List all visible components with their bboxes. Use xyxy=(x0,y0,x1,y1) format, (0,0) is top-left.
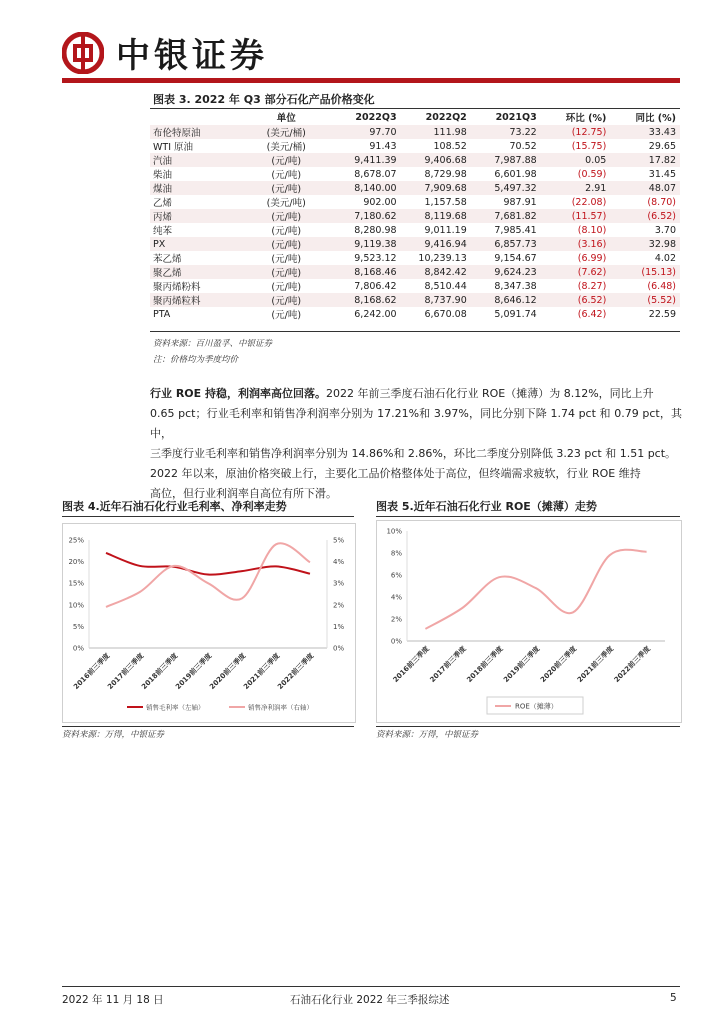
table-cell-q3: 7,806.42 xyxy=(354,280,397,292)
table-cell-q3: 8,678.07 xyxy=(354,168,397,180)
paragraph-line: 2022 年前三季度石油石化行业 ROE（摊薄）为 8.12%，同比上升 xyxy=(326,387,654,400)
x-tick-label: 2022前三季度 xyxy=(612,644,652,684)
table-cell-q3: 9,119.38 xyxy=(331,237,401,251)
table-cell-y21: 8,646.12 xyxy=(471,293,541,307)
table-cell-unit: (元/吨) xyxy=(271,226,302,237)
y-tick-label: 25% xyxy=(68,536,84,545)
table-cell-q3: 902.00 xyxy=(363,196,397,208)
y-tick-label: 4% xyxy=(390,593,402,602)
table-header-cell: 2021Q3 xyxy=(495,111,537,123)
table-cell-q2: 1,157.58 xyxy=(424,196,467,208)
table-cell-y21: 7,985.41 xyxy=(494,224,537,236)
table-cell-yoy: 29.65 xyxy=(648,140,676,152)
table-cell-unit: (元/吨) xyxy=(242,181,331,195)
table-row xyxy=(150,139,680,153)
table-cell-q2: 111.98 xyxy=(401,125,471,139)
y-tick-label: 15% xyxy=(68,579,84,588)
data-point xyxy=(309,573,311,575)
x-tick-label: 2022前三季度 xyxy=(276,651,316,691)
table-cell-q2: 8,510.44 xyxy=(424,280,467,292)
data-point xyxy=(535,587,537,589)
page-number: 5 xyxy=(670,992,677,1004)
data-point xyxy=(105,606,107,608)
table-cell-q3: 8,280.98 xyxy=(354,224,397,236)
table-cell-unit: (元/吨) xyxy=(271,254,302,265)
x-tick-label: 2017前三季度 xyxy=(428,644,468,684)
boc-logo xyxy=(62,32,104,74)
table-cell-yoy: (8.70) xyxy=(647,196,676,208)
x-tick-label: 2021前三季度 xyxy=(242,651,282,691)
table-cell-qoq: (11.57) xyxy=(541,209,611,223)
table-cell-name: 柴油 xyxy=(153,170,173,181)
table3-note: 注：价格均为季度均价 xyxy=(153,355,239,365)
table-cell-q3: 9,523.12 xyxy=(354,252,397,264)
table-cell-y21: 6,601.98 xyxy=(494,168,537,180)
table-cell-unit: (元/吨) xyxy=(242,293,331,307)
table-cell-q3: 6,242.00 xyxy=(354,308,397,320)
table-cell-yoy: 4.02 xyxy=(654,252,676,264)
chart4-source: 资料来源：万得，中银证券 xyxy=(62,730,165,740)
table-cell-unit: (元/吨) xyxy=(271,170,302,181)
data-point xyxy=(572,612,574,614)
table-cell-yoy: 32.98 xyxy=(610,237,680,251)
table-cell-qoq: (6.52) xyxy=(541,293,611,307)
price-table xyxy=(150,109,680,321)
chart4-rule xyxy=(62,516,354,517)
table-cell-name: 苯乙烯 xyxy=(153,254,182,265)
table-cell-q2: 8,119.68 xyxy=(401,209,471,223)
table-row xyxy=(150,209,680,223)
y-right-tick-label: 5% xyxy=(333,536,345,545)
table-cell-yoy: 48.07 xyxy=(610,181,680,195)
x-tick-label: 2019前三季度 xyxy=(502,644,542,684)
table-header-cell: 2022Q3 xyxy=(355,111,397,123)
table-cell-name: 聚丙烯粉料 xyxy=(153,282,201,293)
y-tick-label: 10% xyxy=(68,601,84,610)
footer-date: 2022 年 11 月 18 日 xyxy=(62,994,164,1006)
table-cell-yoy: 31.45 xyxy=(648,168,676,180)
table-cell-yoy: (5.52) xyxy=(610,293,680,307)
table-header-cell: 单位 xyxy=(276,113,296,124)
table-cell-qoq: 2.91 xyxy=(541,181,611,195)
data-point xyxy=(275,566,277,568)
data-point xyxy=(425,628,427,630)
table-cell-y21: 9,624.23 xyxy=(471,265,541,279)
x-tick-label: 2021前三季度 xyxy=(575,644,616,684)
table-cell-name: 聚乙烯 xyxy=(150,265,242,279)
chart5-rule xyxy=(376,516,680,517)
chart4-box xyxy=(62,523,356,723)
table-header-cell: 同比 (%) xyxy=(635,113,676,124)
table-row xyxy=(150,279,680,293)
table-cell-y21: 70.52 xyxy=(509,140,537,152)
table-row xyxy=(150,153,680,167)
table-cell-name: WTI 原油 xyxy=(153,142,194,153)
table-cell-qoq: (12.75) xyxy=(541,125,611,139)
table-cell-unit: (美元/桶) xyxy=(242,125,331,139)
table-cell-name: 布伦特原油 xyxy=(150,125,242,139)
y-tick-label: 0% xyxy=(72,644,84,653)
table-cell-yoy: (15.13) xyxy=(610,265,680,279)
table-cell-name: PX xyxy=(150,237,242,251)
table-cell-unit: (美元/桶) xyxy=(266,142,306,153)
table-cell-y21: 9,154.67 xyxy=(494,252,537,264)
table-cell-name: 丙烯 xyxy=(150,209,242,223)
y-right-tick-label: 1% xyxy=(333,622,345,631)
table-cell-q3: 97.70 xyxy=(331,125,401,139)
chart4-svg xyxy=(63,524,355,722)
table-header-cell: 2022Q2 xyxy=(425,111,467,123)
table-row xyxy=(150,293,680,307)
chart5-bottom-rule xyxy=(376,726,680,727)
table3-title: 图表 3. 2022 年 Q3 部分石化产品价格变化 xyxy=(153,93,375,106)
x-tick-label: 2018前三季度 xyxy=(140,651,180,691)
table-cell-qoq: (22.08) xyxy=(571,196,607,208)
data-point xyxy=(139,591,141,593)
table-cell-q3: 8,140.00 xyxy=(331,181,401,195)
table-cell-yoy: (6.48) xyxy=(647,280,676,292)
paragraph-lead: 行业 ROE 持稳，利润率高位回落。 xyxy=(150,387,326,400)
data-point xyxy=(173,565,175,567)
table-cell-y21: 8,347.38 xyxy=(494,280,537,292)
table-cell-qoq: (0.59) xyxy=(577,168,607,180)
table-cell-q2: 6,670.08 xyxy=(424,308,467,320)
table-cell-yoy: 22.59 xyxy=(648,308,676,320)
table-cell-yoy: 17.82 xyxy=(610,153,680,167)
table-cell-name: 煤油 xyxy=(150,181,242,195)
table-cell-unit: (元/吨) xyxy=(242,265,331,279)
table-cell-name: 聚丙烯粒料 xyxy=(150,293,242,307)
table-cell-qoq: (8.10) xyxy=(577,224,607,236)
data-point xyxy=(207,574,209,576)
table-row xyxy=(150,265,680,279)
table-cell-q3: 8,168.62 xyxy=(331,293,401,307)
table-cell-q3: 7,180.62 xyxy=(331,209,401,223)
table-cell-name: PTA xyxy=(153,308,171,320)
table-header-cell xyxy=(150,109,242,125)
series-line-0 xyxy=(106,553,310,575)
table-cell-unit: (元/吨) xyxy=(242,237,331,251)
analysis-paragraph xyxy=(150,384,682,504)
table-cell-y21: 5,497.32 xyxy=(471,181,541,195)
legend-label: 销售净利润率（右轴） xyxy=(248,703,313,712)
table-cell-qoq: (15.75) xyxy=(571,140,607,152)
table-cell-name: 汽油 xyxy=(150,153,242,167)
table-header-cell: 环比 (%) xyxy=(565,113,607,124)
paragraph-line: 三季度行业毛利率和销售净利润率分别为 14.86%和 2.86%，环比二季度分别降低 3.23 pct 和 1.51 pct。 xyxy=(150,447,677,460)
table-row xyxy=(150,237,680,251)
table-cell-q2: 10,239.13 xyxy=(418,252,467,264)
table-cell-q2: 9,011.19 xyxy=(424,224,467,236)
table-cell-q2: 108.52 xyxy=(433,140,467,152)
chart5-svg xyxy=(377,521,681,722)
table-cell-q3: 9,411.39 xyxy=(331,153,401,167)
y-right-tick-label: 2% xyxy=(333,601,345,610)
y-right-tick-label: 4% xyxy=(333,558,345,567)
table-cell-qoq: (6.99) xyxy=(577,252,607,264)
data-point xyxy=(309,561,311,563)
footer-rule xyxy=(62,986,680,987)
table-row xyxy=(150,167,680,181)
x-tick-label: 2017前三季度 xyxy=(106,651,146,691)
x-tick-label: 2018前三季度 xyxy=(465,644,505,684)
y-tick-label: 8% xyxy=(390,549,402,558)
table-row xyxy=(150,251,680,265)
data-point xyxy=(609,554,611,556)
chart5-source: 资料来源：万得，中银证券 xyxy=(376,730,479,740)
y-right-tick-label: 0% xyxy=(333,644,345,653)
table-cell-name: 纯苯 xyxy=(153,226,173,237)
y-right-tick-label: 3% xyxy=(333,579,345,588)
table-cell-unit: (元/吨) xyxy=(242,153,331,167)
table-cell-unit: (元/吨) xyxy=(271,310,302,321)
table-cell-qoq: 0.05 xyxy=(541,153,611,167)
table-row xyxy=(150,181,680,195)
x-tick-label: 2020前三季度 xyxy=(539,644,579,684)
table-cell-unit: (美元/吨) xyxy=(266,198,306,209)
y-tick-label: 20% xyxy=(68,558,84,567)
chart4-bottom-rule xyxy=(62,726,354,727)
data-point xyxy=(207,582,209,584)
table-cell-qoq: (3.16) xyxy=(541,237,611,251)
table-cell-q2: 8,729.98 xyxy=(424,168,467,180)
table-cell-y21: 7,987.88 xyxy=(471,153,541,167)
data-point xyxy=(646,551,648,553)
table-cell-q2: 9,416.94 xyxy=(401,237,471,251)
table-cell-y21: 6,857.73 xyxy=(471,237,541,251)
paragraph-line: 高位，但行业利润率自高位有所下滑。 xyxy=(150,487,337,500)
table-header-row xyxy=(150,109,680,125)
y-tick-label: 2% xyxy=(390,615,402,624)
data-point xyxy=(498,576,500,578)
x-tick-label: 2019前三季度 xyxy=(174,651,214,691)
table-cell-y21: 5,091.74 xyxy=(494,308,537,320)
table-cell-qoq: (8.27) xyxy=(577,280,607,292)
x-tick-label: 2020前三季度 xyxy=(208,651,248,691)
y-tick-label: 0% xyxy=(390,637,402,646)
paragraph-line: 2022 年以来，原油价格突破上行，主要化工品价格整体处于高位，但终端需求疲软，行业 ROE 维持 xyxy=(150,467,641,480)
brand-name: 中银证券 xyxy=(116,36,268,76)
table-cell-yoy: (6.52) xyxy=(610,209,680,223)
paragraph-line: 0.65 pct；行业毛利率和销售净利润率分别为 17.21%和 3.97%，同比分别下降 1.74 pct 和 0.79 pct，其中， xyxy=(150,407,682,440)
header-rule xyxy=(62,78,680,83)
y-tick-label: 10% xyxy=(386,527,402,536)
table-cell-y21: 987.91 xyxy=(503,196,537,208)
table-cell-qoq: (7.62) xyxy=(541,265,611,279)
table-row xyxy=(150,307,680,321)
chart5-box xyxy=(376,520,682,723)
table-cell-yoy: 3.70 xyxy=(654,224,676,236)
x-tick-label: 2016前三季度 xyxy=(72,651,112,691)
series-line-0 xyxy=(425,550,646,629)
data-point xyxy=(241,570,243,572)
data-point xyxy=(275,544,277,546)
table-row xyxy=(150,195,680,209)
footer-report-title: 石油石化行业 2022 年三季报综述 xyxy=(290,994,450,1006)
data-point xyxy=(139,565,141,567)
table-cell-unit: (元/吨) xyxy=(242,209,331,223)
y-tick-label: 6% xyxy=(390,571,402,580)
x-tick-label: 2016前三季度 xyxy=(391,644,431,684)
table-cell-q3: 91.43 xyxy=(369,140,397,152)
data-point xyxy=(461,607,463,609)
table-cell-y21: 73.22 xyxy=(471,125,541,139)
table-cell-q2: 9,406.68 xyxy=(401,153,471,167)
table3-bottom-rule xyxy=(150,331,680,332)
chart4-title: 图表 4.近年石油石化行业毛利率、净利率走势 xyxy=(62,500,287,513)
table-cell-unit: (元/吨) xyxy=(271,282,302,293)
legend-label: 销售毛利率（左轴） xyxy=(146,703,205,712)
table-row xyxy=(150,223,680,237)
table-cell-y21: 7,681.82 xyxy=(471,209,541,223)
table-cell-qoq: (6.42) xyxy=(577,308,607,320)
table3-source: 资料来源：百川盈孚、中银证券 xyxy=(153,339,273,349)
table-cell-yoy: 33.43 xyxy=(610,125,680,139)
table-cell-q2: 8,737.90 xyxy=(401,293,471,307)
table-row xyxy=(150,125,680,139)
chart5-title: 图表 5.近年石油石化行业 ROE（摊薄）走势 xyxy=(376,500,597,513)
table-cell-name: 乙烯 xyxy=(153,198,173,209)
legend-label: ROE（摊薄） xyxy=(515,702,558,711)
data-point xyxy=(105,552,107,554)
data-point xyxy=(241,598,243,600)
table-cell-q3: 8,168.46 xyxy=(331,265,401,279)
table-cell-q2: 7,909.68 xyxy=(401,181,471,195)
table-cell-q2: 8,842.42 xyxy=(401,265,471,279)
y-tick-label: 5% xyxy=(72,622,84,631)
